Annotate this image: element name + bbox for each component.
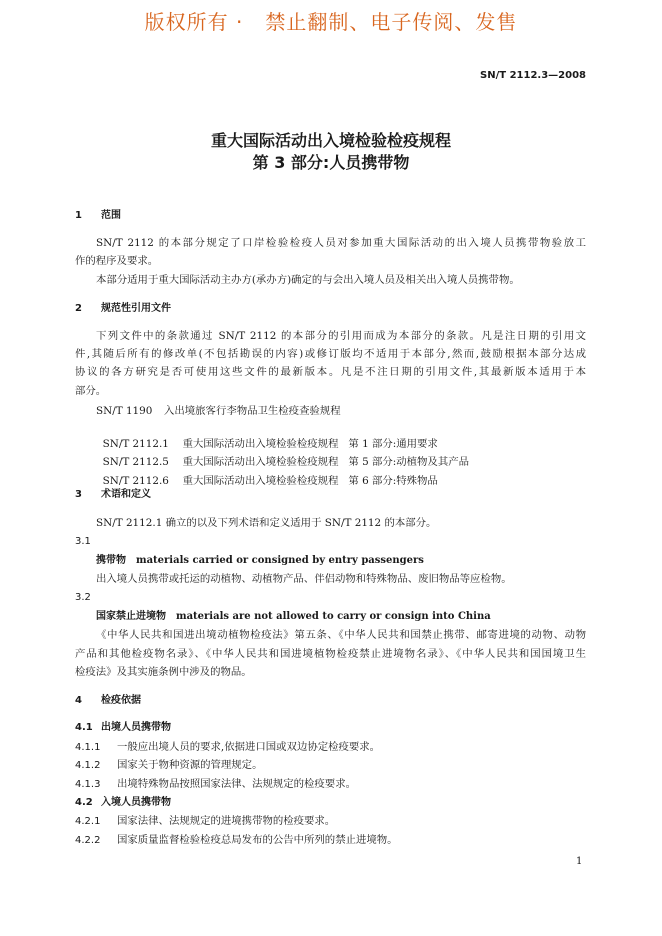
standard-number: SN/T 2112.3—2008 bbox=[480, 70, 586, 81]
section-title: 范围 bbox=[101, 210, 121, 221]
clause-number: 4.2.1 bbox=[75, 816, 101, 827]
paragraph: 协议的各方研究是否可使用这些文件的最新版本。凡是不注日期的引用文件,其最新版本适用于本 bbox=[75, 366, 586, 378]
subsection-heading bbox=[75, 721, 171, 735]
term-entry bbox=[96, 609, 491, 624]
reference-title: 重大国际活动出入境检验检疫规程 第 5 部分:动植物及其产品 bbox=[182, 456, 469, 468]
section-number: 3 bbox=[75, 489, 82, 500]
paragraph: 件,其随后所有的修改单(不包括勘误的内容)或修订版均不适用于本部分,然而,鼓励根据本部分达成 bbox=[75, 348, 586, 360]
term-definition: 检疫法》及其实施条例中涉及的物品。 bbox=[75, 666, 252, 678]
reference-title: 入出境旅客行李物品卫生检疫查验规程 bbox=[164, 405, 341, 417]
section-title: 规范性引用文件 bbox=[101, 303, 171, 314]
clause-number: 4.2.2 bbox=[75, 835, 101, 846]
subsection-title: 入境人员携带物 bbox=[101, 797, 171, 808]
section-number: 1 bbox=[75, 210, 82, 221]
copyright-watermark: 版权所有 · 禁止翻制、电子传阅、发售 bbox=[144, 10, 518, 34]
term-definition: 《中华人民共和国进出境动植物检疫法》第五条、《中华人民共和国禁止携带、邮寄进境的动物、动物 bbox=[96, 629, 586, 641]
paragraph: 部分。 bbox=[75, 385, 107, 397]
paragraph: 作的程序及要求。 bbox=[75, 255, 159, 267]
section-title: 术语和定义 bbox=[101, 489, 151, 500]
section-1-heading bbox=[75, 209, 121, 223]
paragraph: 本部分适用于重大国际活动主办方(承办方)确定的与会出入境人员及相关出入境人员携带物。 bbox=[96, 274, 520, 286]
clause bbox=[75, 833, 398, 848]
term-english: materials are not allowed to carry or consign into China bbox=[176, 611, 491, 622]
term-number: 3.1 bbox=[75, 536, 91, 547]
document-subtitle: 第 3 部分:人员携带物 bbox=[252, 153, 410, 172]
term-chinese: 国家禁止进境物 bbox=[96, 611, 166, 622]
section-2-heading bbox=[75, 302, 171, 316]
clause bbox=[75, 777, 356, 792]
clause bbox=[75, 758, 262, 773]
clause-number: 4.1.3 bbox=[75, 779, 101, 790]
clause-text: 出境特殊物品按照国家法律、法规规定的检疫要求。 bbox=[117, 778, 356, 790]
section-3-heading bbox=[75, 488, 151, 502]
clause-text: 国家法律、法规规定的进境携带物的检疫要求。 bbox=[117, 815, 336, 827]
clause-text: 一般应出境人员的要求,依据进口国或双边协定检疫要求。 bbox=[117, 741, 381, 753]
term-definition: 产品和其他检疫物名录》、《中华人民共和国进境植物检疫禁止进境物名录》、《中华人民共和国国境卫生 bbox=[75, 648, 586, 660]
reference-title: 重大国际活动出入境检验检疫规程 第 1 部分:通用要求 bbox=[182, 438, 438, 450]
reference-code: SN/T 1190 bbox=[96, 405, 153, 417]
subsection-heading bbox=[75, 796, 171, 810]
section-title: 检疫依据 bbox=[101, 695, 141, 706]
clause-number: 4.1.2 bbox=[75, 760, 101, 771]
clause-text: 国家关于物种资源的管理规定。 bbox=[117, 759, 263, 771]
reference-title: 重大国际活动出入境检验检疫规程 第 6 部分:特殊物品 bbox=[182, 475, 438, 487]
reference-item bbox=[96, 404, 341, 418]
clause-text: 国家质量监督检验检疫总局发布的公告中所列的禁止进境物。 bbox=[117, 834, 398, 846]
term-english: materials carried or consigned by entry passengers bbox=[136, 555, 424, 566]
section-number: 4 bbox=[75, 695, 82, 706]
page-number: 1 bbox=[576, 856, 583, 867]
section-4-heading bbox=[75, 694, 141, 708]
clause-number: 4.1.1 bbox=[75, 742, 101, 753]
reference-code: SN/T 2112.1 bbox=[102, 438, 169, 450]
term-number: 3.2 bbox=[75, 592, 91, 603]
term-entry bbox=[96, 553, 424, 568]
subsection-number: 4.1 bbox=[75, 722, 93, 733]
paragraph: 下列文件中的条款通过 SN/T 2112 的本部分的引用而成为本部分的条款。凡是注日期的引用文 bbox=[96, 330, 586, 342]
subsection-number: 4.2 bbox=[75, 797, 93, 808]
document-title: 重大国际活动出入境检验检疫规程 bbox=[210, 131, 451, 150]
subsection-title: 出境人员携带物 bbox=[101, 722, 171, 733]
paragraph: SN/T 2112.1 确立的以及下列术语和定义适用于 SN/T 2112 的本部分。 bbox=[96, 517, 437, 529]
reference-code: SN/T 2112.6 bbox=[102, 475, 169, 487]
term-chinese: 携带物 bbox=[96, 555, 126, 566]
clause bbox=[75, 740, 380, 755]
paragraph: SN/T 2112 的本部分规定了口岸检验检疫人员对参加重大国际活动的出入境人员携带物验放工 bbox=[96, 237, 586, 249]
reference-code: SN/T 2112.5 bbox=[102, 456, 169, 468]
reference-item bbox=[96, 460, 438, 488]
clause bbox=[75, 814, 335, 829]
section-number: 2 bbox=[75, 303, 82, 314]
term-definition: 出入境人员携带或托运的动植物、动植物产品、伴侣动物和特殊物品、废旧物品等应检物。 bbox=[96, 573, 512, 585]
